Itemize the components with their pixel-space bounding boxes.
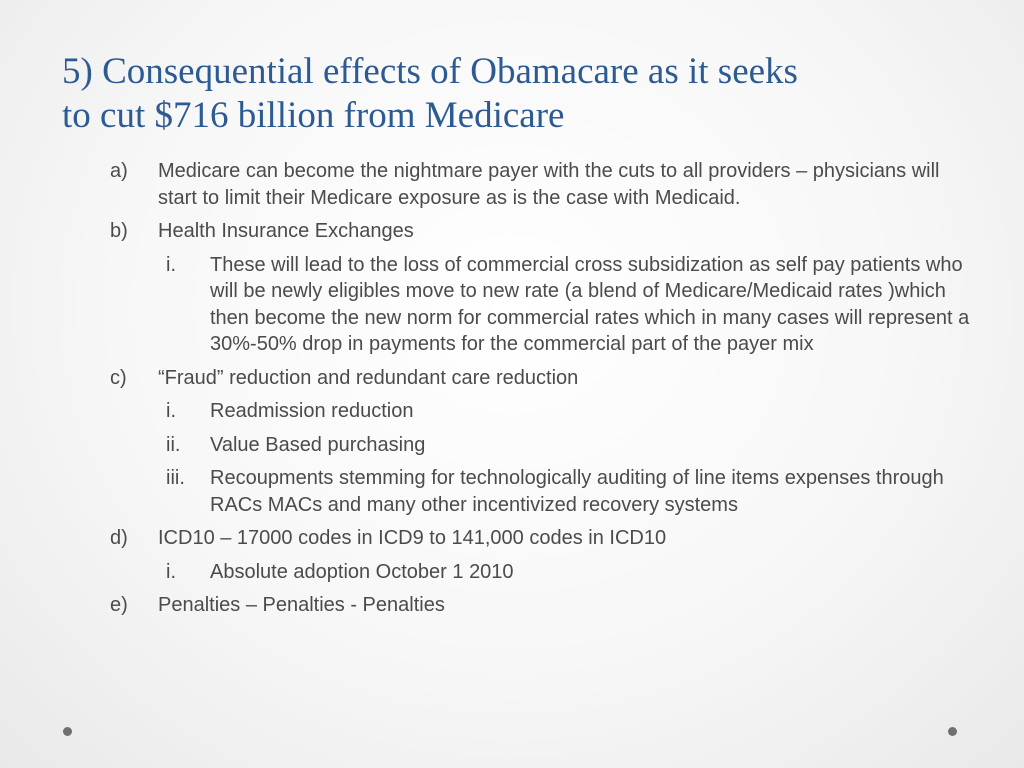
- list-item-text: ICD10 – 17000 codes in ICD9 to 141,000 codes in ICD10: [158, 527, 667, 549]
- sub-list-item: [158, 398, 970, 425]
- list-marker: a): [110, 160, 128, 182]
- sub-list-marker: i.: [166, 560, 176, 583]
- sub-list-item: [158, 465, 970, 518]
- sub-list-marker: i.: [166, 400, 176, 422]
- decorative-dot-right: [948, 727, 957, 736]
- sub-list-marker: i.: [166, 253, 176, 276]
- decorative-dot-left: [63, 727, 72, 736]
- list-item-a: [110, 158, 970, 211]
- list-item-c: [110, 365, 970, 392]
- sub-list-item-text: Readmission reduction: [210, 400, 414, 422]
- list-item-text: Medicare can become the nightmare payer with the cuts to all providers – physicians will start to limit their Medicare exposure as is the case with Medicaid.: [158, 160, 940, 209]
- slide-title: [62, 50, 962, 138]
- list-item-e: [110, 592, 970, 619]
- list-item-text: Penalties – Penalties - Penalties: [158, 594, 445, 616]
- slide-body: [110, 158, 970, 626]
- slide-title-line-1: 5) Consequential effects of Obamacare as it seeks: [62, 51, 798, 92]
- list-item-d: [110, 525, 970, 552]
- sub-list-item: [158, 252, 970, 358]
- list-item-text: “Fraud” reduction and redundant care reduction: [158, 366, 579, 389]
- list-item-b: [110, 218, 970, 245]
- sub-list-item-text: Absolute adoption October 1 2010: [210, 560, 514, 583]
- list-marker: d): [110, 527, 128, 549]
- sub-list-item: [158, 432, 970, 459]
- sub-list-item-text: These will lead to the loss of commercial cross subsidization as self pay patients who will be newly eligibles move to new rate (a blend of Medicare/Medicaid rates )which then become the new norm for commercial rates which in many cases will represent a 30%-50% drop in payments for the commercial part of the payer mix: [210, 253, 970, 355]
- slide-title-line-2: to cut $716 billion from Medicare: [62, 95, 565, 136]
- list-marker: b): [110, 220, 128, 242]
- sub-list-marker: iii.: [166, 467, 185, 489]
- list-marker: e): [110, 594, 128, 616]
- sub-list-item-text: Recoupments stemming for technologically auditing of line items expenses through RACs MACs and many other incentivized recovery systems: [210, 467, 944, 516]
- list-item-text: Health Insurance Exchanges: [158, 220, 414, 242]
- list-marker: c): [110, 366, 127, 389]
- sub-list-item: [158, 559, 970, 586]
- sub-list-item-text: Value Based purchasing: [210, 433, 426, 456]
- sub-list-marker: ii.: [166, 433, 181, 456]
